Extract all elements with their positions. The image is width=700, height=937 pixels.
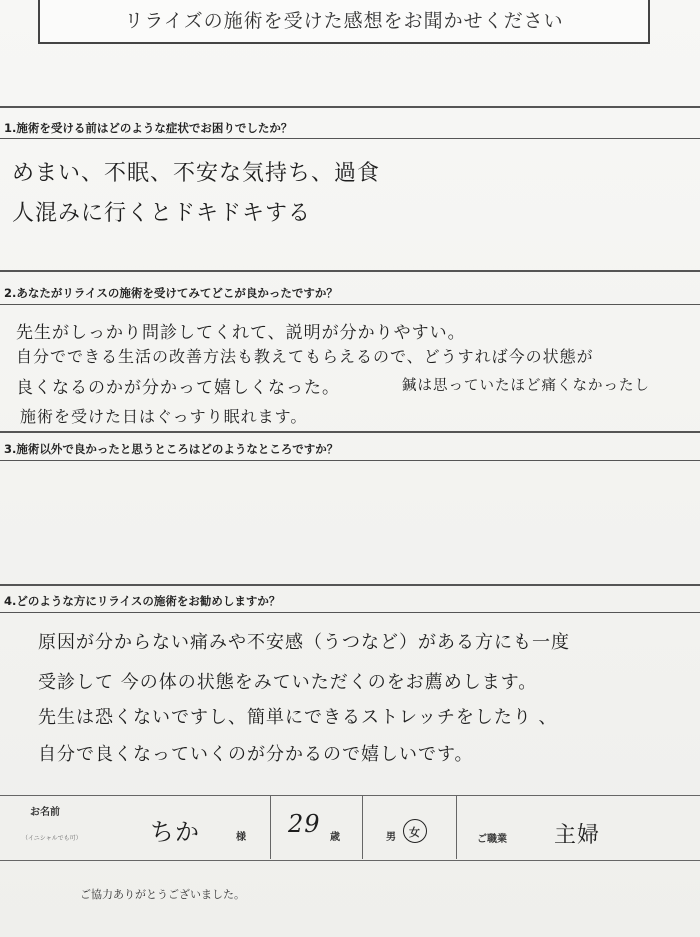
- age-label: 歳: [330, 832, 340, 843]
- answer-2-line-4: 鍼は思っていたほど痛くなかったし: [402, 378, 650, 394]
- answer-4-line-3: 先生は恐くないですし、簡単にできるストレッチをしたり 、: [38, 707, 558, 728]
- section-rule: [0, 106, 700, 108]
- answer-1-line-2: 人混みに行くとドキドキする: [12, 201, 312, 226]
- answer-2-line-1: 先生がしっかり問診してくれて、説明が分かりやすい。: [16, 323, 466, 343]
- question-3-label: 3.施術以外で良かったと思うところはどのようなところですか？: [4, 442, 339, 456]
- answer-4-line-2: 受診して 今の体の状態をみていただくのをお薦めします。: [38, 672, 538, 693]
- job-label: ご職業: [477, 834, 507, 845]
- section-rule: [0, 270, 700, 272]
- cell-divider: [362, 795, 363, 859]
- name-label: お名前: [30, 807, 60, 818]
- answer-4-line-4: 自分で良くなっていくのが分かるので嬉しいです。: [38, 744, 474, 765]
- name-note: （イニシャルでも可）: [22, 835, 82, 842]
- cell-divider: [456, 795, 457, 859]
- gender-male: 男: [386, 832, 396, 843]
- cell-divider: [270, 795, 271, 859]
- answer-2-line-5: 施術を受けた日はぐっすり眠れます。: [20, 407, 308, 426]
- gender-female: 女: [409, 826, 420, 839]
- section-rule: [0, 612, 700, 613]
- age-value: 29: [288, 810, 321, 838]
- section-rule: [0, 584, 700, 586]
- name-value: ちか: [150, 818, 200, 846]
- section-rule: [0, 431, 700, 433]
- thanks-message: ご協力ありがとうございました。: [80, 888, 245, 901]
- answer-2-line-2: 自分でできる生活の改善方法も教えてもらえるので、どうすれば今の状態が: [16, 347, 594, 366]
- question-4-label: 4.どのような方にリライスの施術をお勧めしますか？: [4, 594, 281, 608]
- sama-label: 様: [236, 832, 246, 843]
- question-1-label: 1.施術を受ける前はどのような症状でお困りでしたか？: [4, 121, 293, 135]
- page-title: リライズの施術を受けた感想をお聞かせください: [38, 0, 650, 44]
- section-rule: [0, 138, 700, 139]
- question-2-label: 2.あなたがリライスの施術を受けてみてどこが良かったですか？: [4, 286, 338, 300]
- answer-1-line-1: めまい、不眠、不安な気持ち、過食: [12, 161, 381, 186]
- answer-2-line-3: 良くなるのかが分かって嬉しくなった。: [16, 378, 340, 398]
- section-rule: [0, 304, 700, 305]
- answer-4-line-1: 原因が分からない痛みや不安感（うつなど）がある方にも一度: [38, 632, 570, 653]
- job-value: 主婦: [554, 823, 601, 848]
- section-rule: [0, 460, 700, 461]
